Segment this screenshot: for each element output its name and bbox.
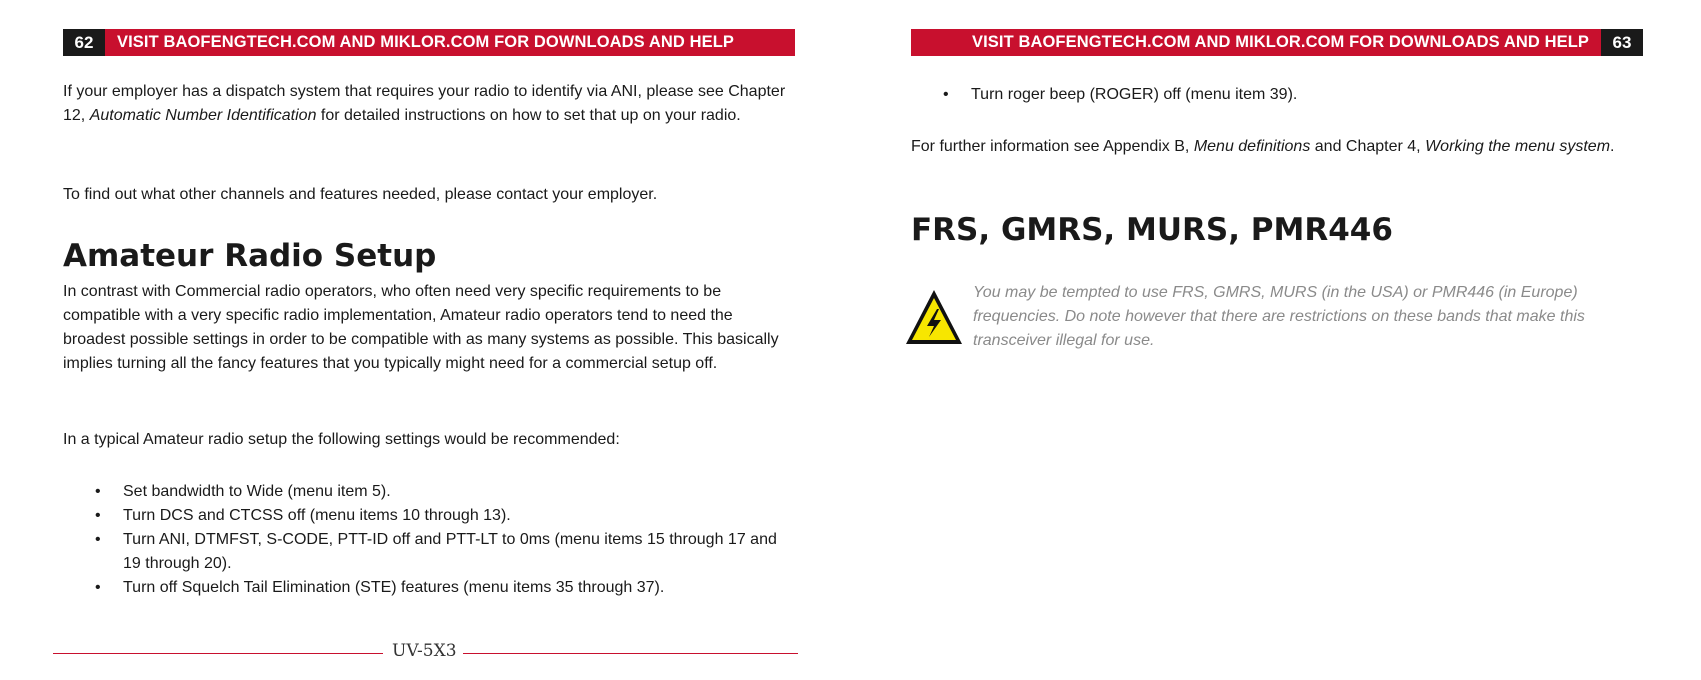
right-header-text: VISIT BAOFENGTECH.COM AND MIKLOR.COM FOR DOWNLOADS AND HELP (972, 33, 1589, 51)
recommended-settings-list (63, 480, 783, 600)
right-page-number: 63 (1601, 29, 1643, 56)
text-run: for detailed instructions on how to set that up on your radio. (316, 107, 741, 124)
right-settings-list (911, 83, 1631, 107)
chapter-reference: Working the menu system (1425, 138, 1611, 155)
text-run: For further information see Appendix B, (911, 138, 1194, 155)
footer-model-label: UV-5X3 (392, 641, 457, 661)
list-item: • Turn off Squelch Tail Elimination (STE) features (menu items 35 through 37). (63, 576, 783, 600)
list-item: • Turn DCS and CTCSS off (menu items 10 through 13). (63, 504, 783, 528)
left-page-number: 62 (63, 29, 105, 56)
further-info-paragraph (911, 135, 1636, 159)
list-item: • Turn ANI, DTMFST, S-CODE, PTT-ID off and PTT-LT to 0ms (menu items 15 through 17 and 19 through 20). (63, 528, 783, 576)
frs-gmrs-heading: FRS, GMRS, MURS, PMR446 (911, 212, 1393, 248)
list-item: • Turn roger beep (ROGER) off (menu item 39). (911, 83, 1631, 107)
left-header-text: VISIT BAOFENGTECH.COM AND MIKLOR.COM FOR DOWNLOADS AND HELP (117, 33, 734, 51)
text-run: If your employer has a dispatch system that requires your radio to identify via ANI, please see Chapter 12, (63, 83, 786, 124)
chapter-reference: Automatic Number Identification (89, 107, 317, 124)
high-voltage-warning-icon (903, 287, 965, 349)
text-run: . (1610, 138, 1615, 155)
left-intro-paragraph (63, 80, 798, 128)
appendix-reference: Menu definitions (1193, 138, 1311, 155)
footer-rule-left (53, 653, 383, 654)
amateur-intro-paragraph: In contrast with Commercial radio operators, who often need very specific requirements to be compatible with a very specific radio implementation, Amateur radio operators tend to need the broadest possible settings in order to be compatible with as many systems as possible. This basically implies turning all the fancy features that you typically might need for a commercial setup off. (63, 283, 779, 372)
list-item: • Set bandwidth to Wide (menu item 5). (63, 480, 783, 504)
left-header-bar (63, 29, 795, 56)
right-header-bar (911, 29, 1643, 56)
footer-rule-right (463, 653, 798, 654)
text-run: and Chapter 4, (1310, 138, 1426, 155)
warning-text: You may be tempted to use FRS, GMRS, MURS (in the USA) or PMR446 (in Europe) frequencies. Do note however that there are restrictions on these bands that make this transceiver illegal for use. (973, 284, 1585, 349)
left-contact-paragraph: To find out what other channels and features needed, please contact your employer. (63, 186, 658, 203)
amateur-radio-heading: Amateur Radio Setup (63, 238, 437, 274)
recommended-settings-intro: In a typical Amateur radio setup the following settings would be recommended: (63, 431, 620, 448)
left-page (0, 0, 850, 680)
